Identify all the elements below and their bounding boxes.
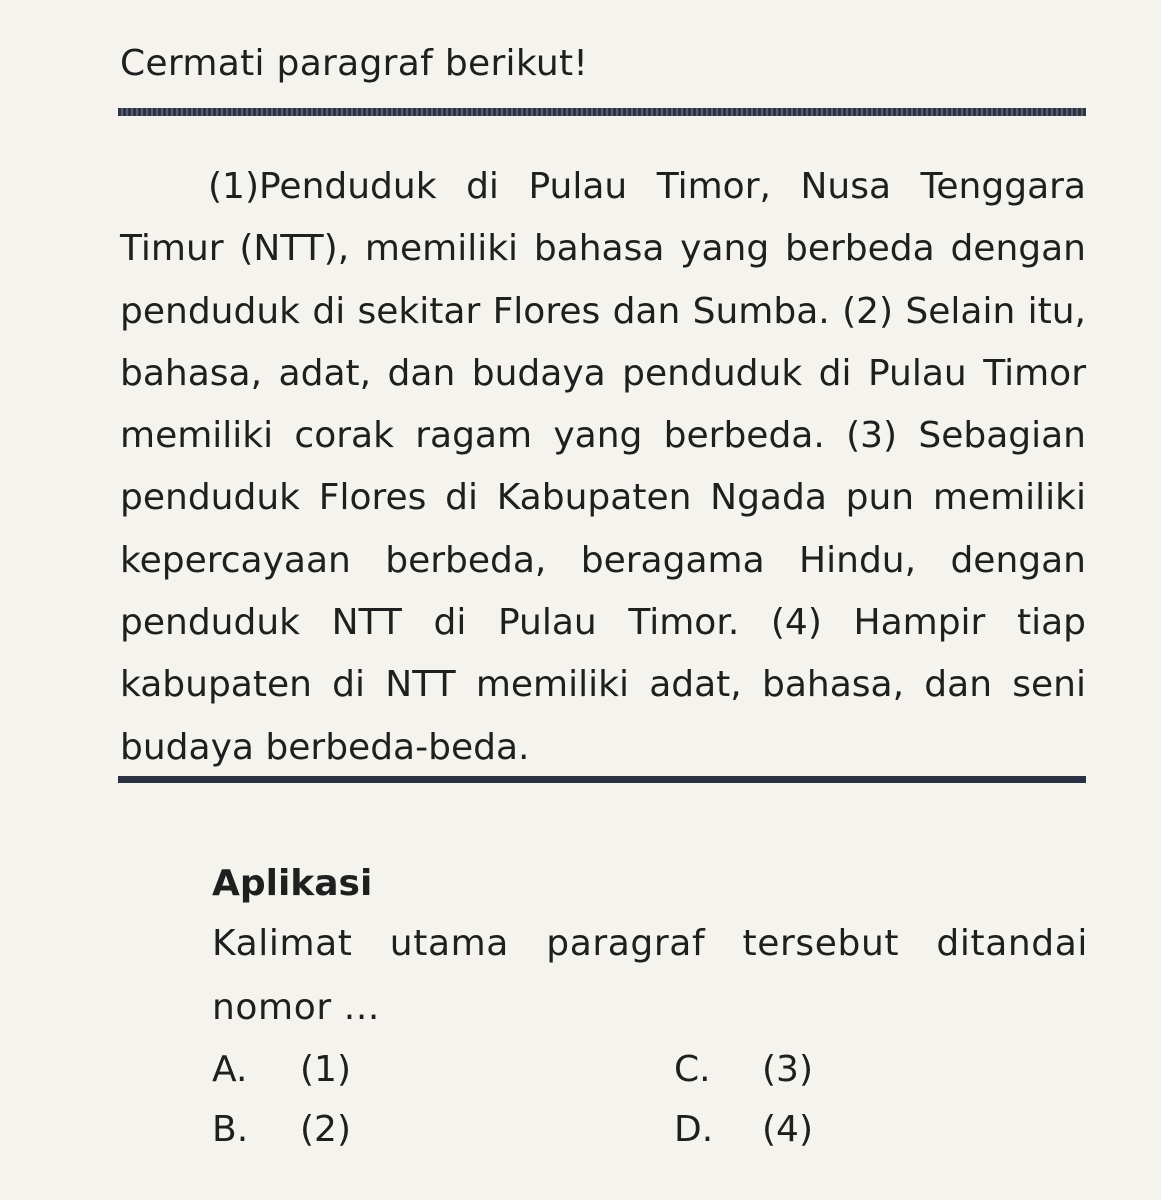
- option-letter: A.: [212, 1049, 248, 1090]
- option-b[interactable]: [212, 1100, 351, 1160]
- option-value: (3): [762, 1049, 813, 1090]
- instruction-text: Cermati paragraf berikut!: [120, 43, 589, 84]
- reading-paragraph: (1)Penduduk di Pulau Timor, Nusa Tenggara Timur (NTT), memiliki bahasa yang berbeda dengan penduduk di sekitar Flores dan Sumba. (2) Selain itu, bahasa, adat, dan budaya penduduk di Pulau Timor memiliki corak ragam yang berbeda. (3) Sebagian penduduk Flores di Kabupaten Ngada pun memiliki kepercayaan berbeda, beragama Hindu, dengan penduduk NTT di Pulau Timor. (4) Hampir tiap kabupaten di NTT memiliki adat, bahasa, dan seni budaya berbeda-beda.: [120, 166, 1086, 768]
- option-a[interactable]: [212, 1040, 351, 1100]
- question-text: Kalimat utama paragraf tersebut ditandai nomor ...: [212, 923, 1088, 1028]
- option-c[interactable]: [674, 1040, 813, 1100]
- question-heading: Aplikasi: [212, 863, 373, 904]
- question-block: [212, 856, 1088, 1040]
- option-d[interactable]: [674, 1100, 813, 1160]
- option-value: (1): [300, 1049, 351, 1090]
- option-value: (4): [762, 1109, 813, 1150]
- option-letter: B.: [212, 1109, 249, 1150]
- top-divider: [118, 108, 1086, 116]
- bottom-divider: [118, 776, 1086, 783]
- option-letter: C.: [674, 1049, 711, 1090]
- option-value: (2): [300, 1109, 351, 1150]
- option-letter: D.: [674, 1109, 714, 1150]
